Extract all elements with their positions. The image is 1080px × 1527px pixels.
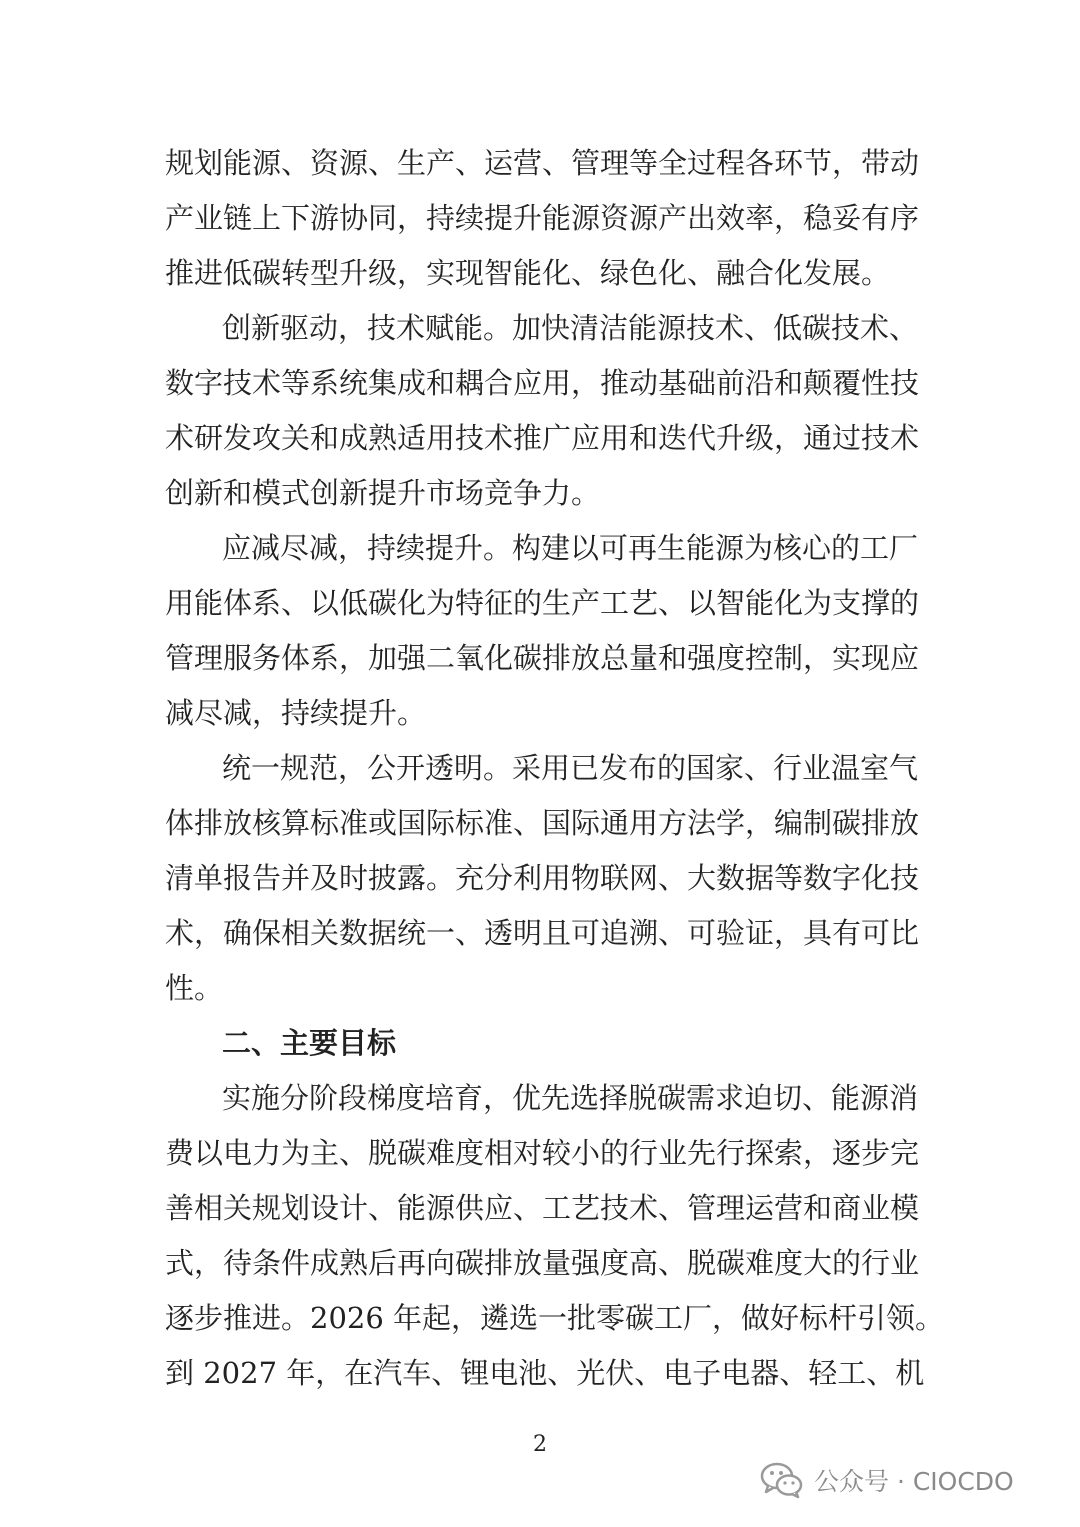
- paragraph-line: 统一规范，公开透明。采用已发布的国家、行业温室气: [222, 751, 919, 785]
- paragraph-line: 实施分阶段梯度培育，优先选择脱碳需求迫切、能源消: [222, 1081, 919, 1115]
- paragraph-line: 清单报告并及时披露。充分利用物联网、大数据等数字化技: [165, 861, 920, 895]
- paragraph-line: 管理服务体系，加强二氧化碳排放总量和强度控制，实现应: [165, 641, 920, 675]
- paragraph-line: 推进低碳转型升级，实现智能化、绿色化、融合化发展。: [165, 256, 891, 290]
- paragraph-line: 逐步推进。2026 年起，遴选一批零碳工厂，做好标杆引领。: [165, 1301, 945, 1335]
- paragraph-line: 创新驱动，技术赋能。加快清洁能源技术、低碳技术、: [222, 311, 919, 345]
- paragraph-line: 到 2027 年，在汽车、锂电池、光伏、电子电器、轻工、机: [165, 1356, 925, 1390]
- paragraph-line: 术研发攻关和成熟适用技术推广应用和迭代升级，通过技术: [165, 421, 920, 455]
- paragraph-line: 体排放核算标准或国际标准、国际通用方法学，编制碳排放: [165, 806, 920, 840]
- paragraph-line: 用能体系、以低碳化为特征的生产工艺、以智能化为支撑的: [165, 586, 920, 620]
- section-heading: 二、主要目标: [222, 1026, 397, 1060]
- paragraph-line: 应减尽减，持续提升。构建以可再生能源为核心的工厂: [222, 531, 919, 565]
- paragraph-line: 性。: [165, 971, 224, 1005]
- paragraph-line: 产业链上下游协同，持续提升能源资源产出效率，稳妥有序: [165, 201, 920, 235]
- paragraph-line: 规划能源、资源、生产、运营、管理等全过程各环节，带动: [165, 146, 920, 180]
- paragraph-line: 费以电力为主、脱碳难度相对较小的行业先行探索，逐步完: [165, 1136, 920, 1170]
- paragraph-line: 减尽减，持续提升。: [165, 696, 427, 730]
- paragraph-line: 术，确保相关数据统一、透明且可追溯、可验证，具有可比: [165, 916, 920, 950]
- paragraph-line: 数字技术等系统集成和耦合应用，推动基础前沿和颠覆性技: [165, 366, 920, 400]
- page-number: 2: [533, 1432, 547, 1457]
- paragraph-line: 创新和模式创新提升市场竞争力。: [165, 476, 601, 510]
- watermark-text: 公众号 · CIOCDO: [814, 1467, 1014, 1496]
- paragraph-line: 式，待条件成熟后再向碳排放量强度高、脱碳难度大的行业: [165, 1246, 920, 1280]
- paragraph-line: 善相关规划设计、能源供应、工艺技术、管理运营和商业模: [165, 1191, 920, 1225]
- wechat-watermark: [760, 1458, 1014, 1502]
- wechat-icon: [760, 1461, 804, 1499]
